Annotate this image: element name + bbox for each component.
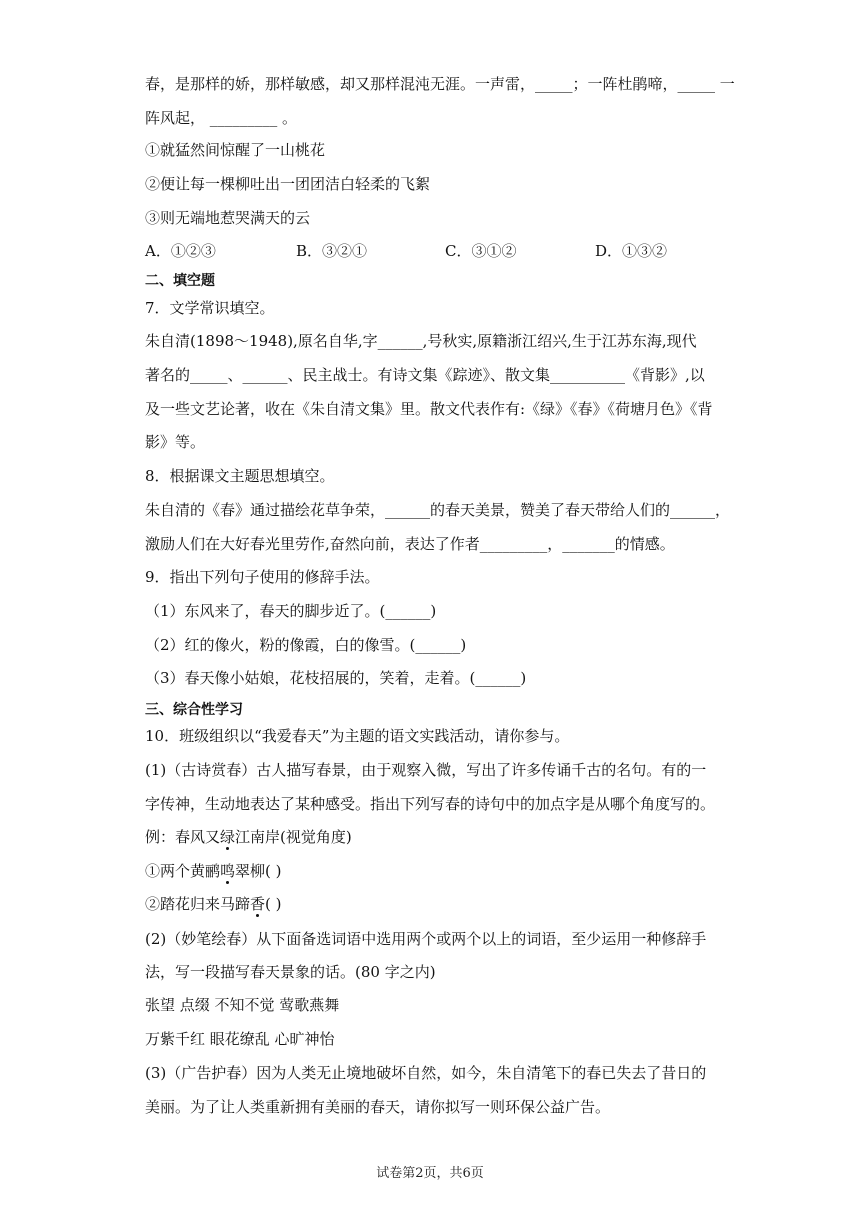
q9-item-1: （1）东风来了，春天的脚步近了。(______) bbox=[145, 602, 437, 620]
q8-title: 8．根据课文主题思想填空。 bbox=[145, 467, 335, 485]
q10-part1-line-2: 字传神，生动地表达了某种感受。指出下列写春的诗句中的加点字是从哪个角度写的。 bbox=[145, 795, 716, 813]
example-dotted-char: 绿 bbox=[220, 828, 236, 846]
page-footer: 试卷第2页，共6页 bbox=[376, 1166, 484, 1181]
q10-part3-line-2: 美丽。为了让人类重新拥有美丽的春天，请你拟写一则环保公益广告。 bbox=[145, 1098, 611, 1116]
example-suffix: 江南岸(视觉角度) bbox=[235, 828, 352, 846]
q10-example bbox=[145, 827, 352, 847]
q9-item-3: （3）春天像小姑娘，花枝招展的，笑着，走着。(______) bbox=[145, 669, 527, 687]
q10-poem-2 bbox=[145, 894, 282, 914]
q6-stem-line1: 春，是那样的娇，那样敏感，却又那样混沌无涯。一声雷，_____；一阵杜鹃啼，_____ 一 bbox=[145, 75, 735, 93]
choice-b[interactable]: B．③②① bbox=[296, 242, 368, 260]
section-heading-fill-in: 二、填空题 bbox=[145, 273, 215, 289]
q10-part2-line-1: (2)（妙笔绘春）从下面备选词语中选用两个或两个以上的词语，至少运用一种修辞手 bbox=[145, 930, 707, 948]
q10-title: 10．班级组织以“我爱春天”为主题的语文实践活动，请你参与。 bbox=[145, 727, 570, 745]
q6-option-3: ③则无端地惹哭满天的云 bbox=[145, 209, 311, 227]
choice-c[interactable]: C．③①② bbox=[445, 242, 517, 260]
q10-word-bank-1: 张望 点缀 不知不觉 莺歌燕舞 bbox=[145, 996, 340, 1014]
q7-title: 7．文学常识填空。 bbox=[145, 299, 275, 317]
q9-title: 9．指出下列句子使用的修辞手法。 bbox=[145, 568, 380, 586]
choice-a[interactable]: A．①②③ bbox=[145, 242, 216, 260]
q7-line-2: 著名的_____、______、民主战士。有诗文集《踪迹》、散文集__________《背影》,以 bbox=[145, 366, 705, 384]
q10-part2-line-2: 法，写一段描写春天景象的话。(80 字之内) bbox=[145, 963, 436, 981]
choice-d[interactable]: D．①③② bbox=[595, 242, 668, 260]
q8-line-1: 朱自清的《春》通过描绘花草争荣，______的春天美景，赞美了春天带给人们的______， bbox=[145, 501, 731, 519]
q10-word-bank-2: 万紫千红 眼花缭乱 心旷神怡 bbox=[145, 1030, 335, 1048]
q8-line-2: 激励人们在大好春光里劳作,奋然向前，表达了作者_________，_______的情感。 bbox=[145, 535, 675, 553]
poem2-suffix: ( ) bbox=[265, 895, 282, 913]
poem2-dotted-char: 香 bbox=[250, 895, 266, 913]
q6-stem-line2: 阵风起， _________ 。 bbox=[145, 109, 298, 127]
poem1-suffix: 翠柳( ) bbox=[235, 862, 282, 880]
section-heading-comprehensive: 三、综合性学习 bbox=[145, 702, 243, 718]
q10-part1-line-1: (1)（古诗赏春）古人描写春景，由于观察入微，写出了许多传诵千古的名句。有的一 bbox=[145, 761, 707, 779]
poem2-prefix: ②踏花归来马蹄 bbox=[145, 895, 251, 913]
q6-option-1: ①就猛然间惊醒了一山桃花 bbox=[145, 141, 326, 159]
q10-poem-1 bbox=[145, 861, 282, 881]
poem1-dotted-char: 鸣 bbox=[220, 862, 236, 880]
q7-line-1: 朱自清(1898～1948),原名自华,字______,号秋实,原籍浙江绍兴,生于江苏东海,现代 bbox=[145, 332, 697, 350]
q7-line-4: 影》等。 bbox=[145, 433, 206, 451]
example-prefix: 例：春风又 bbox=[145, 828, 221, 846]
poem1-prefix: ①两个黄鹂 bbox=[145, 862, 221, 880]
q9-item-2: （2）红的像火，粉的像霞，白的像雪。(______) bbox=[145, 636, 467, 654]
q7-line-3: 及一些文艺论著，收在《朱自清文集》里。散文代表作有:《绿》《春》《荷塘月色》《背 bbox=[145, 400, 713, 418]
q6-option-2: ②便让每一棵柳吐出一团团洁白轻柔的飞絮 bbox=[145, 175, 431, 193]
q10-part3-line-1: (3)（广告护春）因为人类无止境地破坏自然，如今，朱自清笔下的春已失去了昔日的 bbox=[145, 1064, 707, 1082]
